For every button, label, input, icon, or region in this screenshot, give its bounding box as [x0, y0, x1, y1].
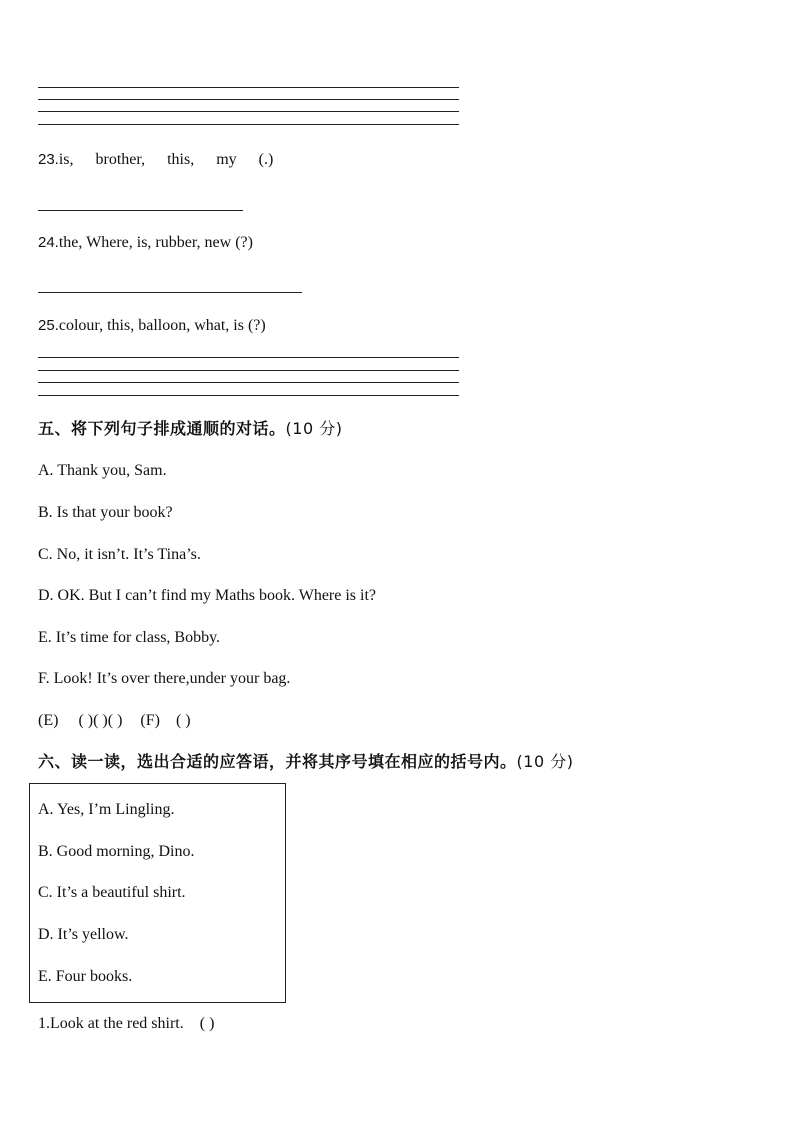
- option-e: E. Four books.: [38, 968, 133, 985]
- question-text: Look at the red shirt.: [50, 1015, 184, 1032]
- question-number: 1.: [38, 1015, 50, 1032]
- answer-line: [38, 382, 459, 383]
- option-a: A. Yes, I’m Lingling.: [38, 801, 175, 818]
- dialogue-sentence-b: B. Is that your book?: [38, 504, 173, 521]
- question-25: [38, 316, 266, 336]
- answer-line: [38, 292, 302, 293]
- option-d: D. It’s yellow.: [38, 926, 129, 943]
- question-number: 23.: [38, 151, 59, 168]
- word: my: [216, 151, 237, 168]
- order-blank[interactable]: ( ): [93, 712, 108, 729]
- order-blank[interactable]: ( ): [107, 712, 123, 729]
- question-text: the, Where, is, rubber, new (?): [58, 234, 253, 251]
- question-23: [38, 150, 273, 170]
- section-6-heading: [38, 751, 573, 773]
- order-last: (F): [140, 712, 160, 729]
- section-points: (10 分): [285, 419, 343, 438]
- answer-line: [38, 99, 459, 100]
- section-points: (10 分): [516, 752, 574, 771]
- section-title: 六、读一读，选出合适的应答语，并将其序号填在相应的括号内。: [38, 752, 517, 771]
- answer-line: [38, 87, 459, 88]
- answer-line: [38, 370, 459, 371]
- dialogue-sentence-d: D. OK. But I can’t find my Maths book. Where is it?: [38, 587, 377, 604]
- question-24: [38, 233, 253, 253]
- answer-line: [38, 124, 459, 125]
- option-b: B. Good morning, Dino.: [38, 843, 195, 860]
- answer-line: [38, 395, 459, 396]
- answer-line: [38, 210, 243, 211]
- word: brother,: [95, 151, 146, 168]
- answer-line: [38, 357, 459, 358]
- answer-blank[interactable]: ( ): [199, 1015, 215, 1032]
- word: is,: [58, 151, 74, 168]
- dialogue-sentence-f: F. Look! It’s over there,under your bag.: [38, 670, 291, 687]
- word: (.): [258, 151, 274, 168]
- dialogue-order-row: [38, 711, 191, 731]
- dialogue-sentence-c: C. No, it isn’t. It’s Tina’s.: [38, 546, 201, 563]
- question-text: colour, this, balloon, what, is (?): [58, 317, 266, 334]
- question-number: 24.: [38, 234, 59, 251]
- dialogue-sentence-e: E. It’s time for class, Bobby.: [38, 629, 221, 646]
- order-first: (E): [38, 712, 59, 729]
- section-title: 五、将下列句子排成通顺的对话。: [38, 419, 286, 438]
- option-c: C. It’s a beautiful shirt.: [38, 884, 186, 901]
- order-blank[interactable]: ( ): [175, 712, 191, 729]
- section-5-heading: [38, 418, 342, 440]
- word: this,: [167, 151, 195, 168]
- answer-line: [38, 111, 459, 112]
- question-number: 25.: [38, 317, 59, 334]
- order-blank[interactable]: ( ): [78, 712, 94, 729]
- section-6-question-1: [38, 1014, 214, 1034]
- dialogue-sentence-a: A. Thank you, Sam.: [38, 462, 167, 479]
